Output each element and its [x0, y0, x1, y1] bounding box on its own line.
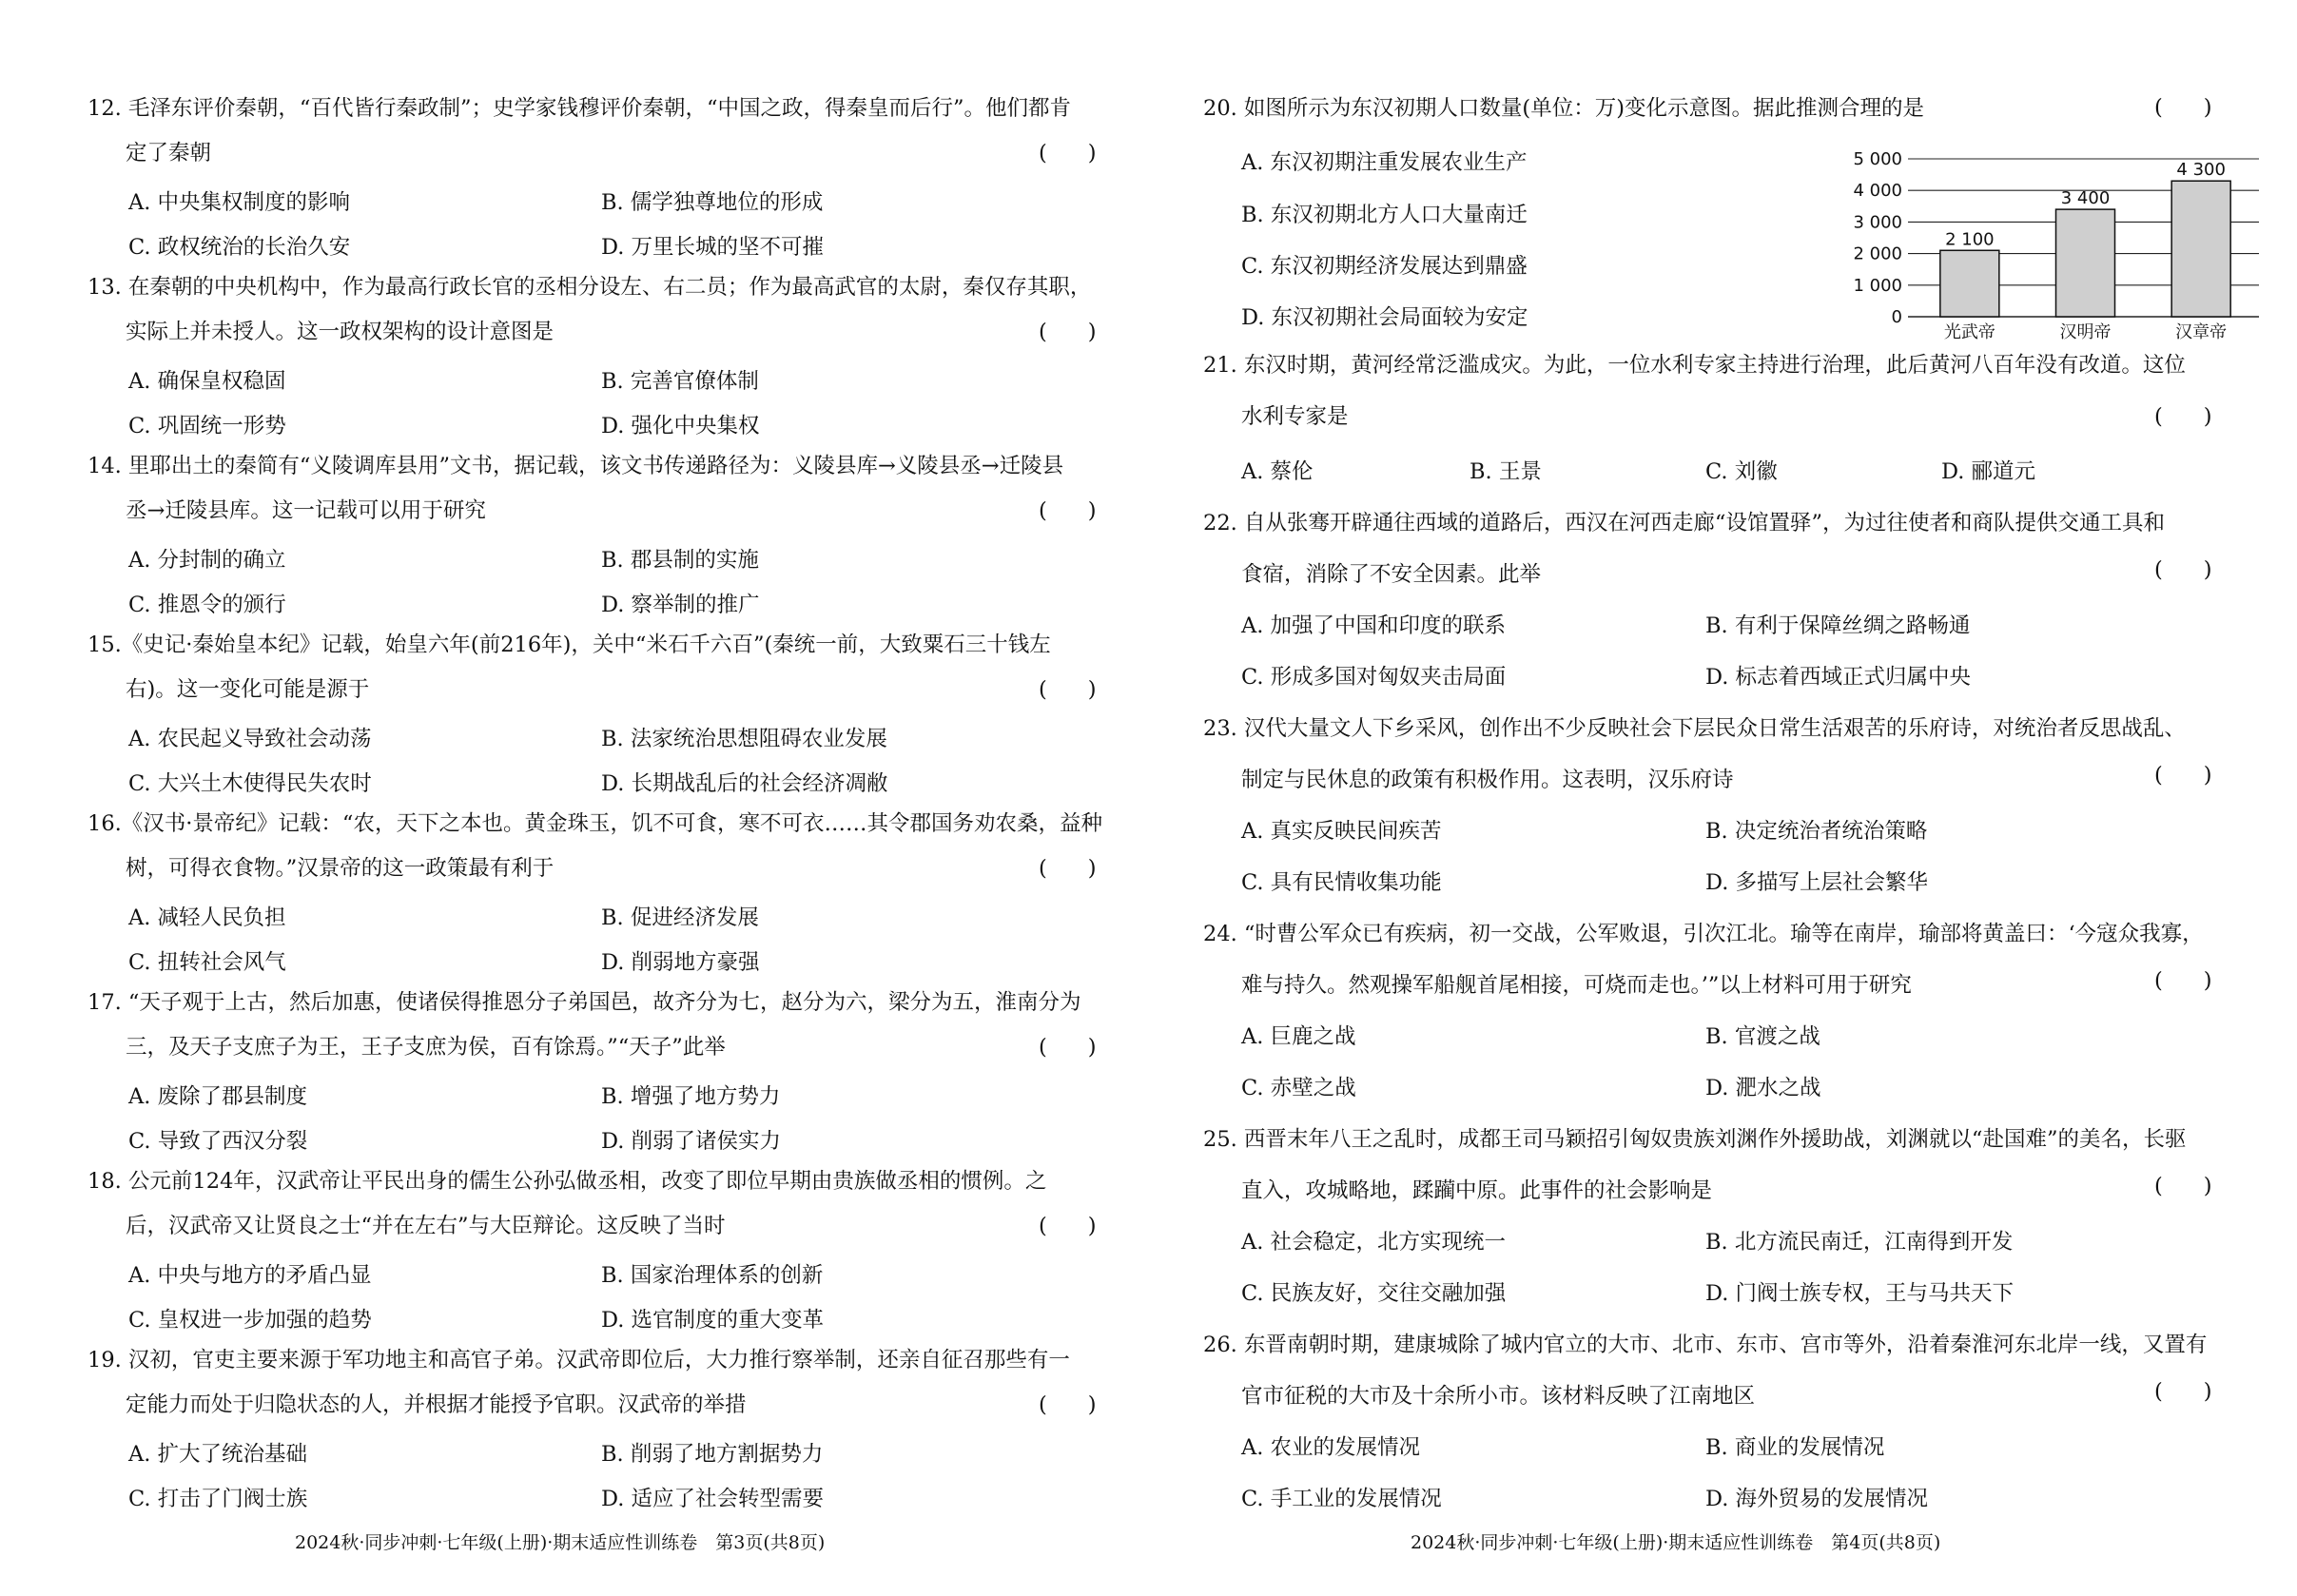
stem-line: 25. 西晋末年八王之乱时，成都王司马颖招引匈奴贵族刘渊作外援助战，刘渊就以“赴国难”的美名，长驱	[1203, 1127, 2187, 1152]
option-d: D. 郦道元	[1941, 459, 2036, 484]
option-d: D. 削弱地方豪强	[601, 950, 760, 975]
stem-line: 定能力而处于归隐状态的人，并根据才能授予官职。汉武帝的举措	[126, 1392, 747, 1417]
option-b: B. 北方流民南迁，江南得到开发	[1705, 1230, 2014, 1255]
question-stem	[1203, 1319, 2207, 1422]
page-footer: 2024秋·同步冲刺·七年级(上册)·期末适应性训练卷 第3页(共8页)	[295, 1532, 826, 1553]
stem-line: 14. 里耶出土的秦简有“义陵调库县用”文书，据记载，该文书传递路径为：义陵县库→义陵县丞→迁陵县	[88, 454, 1064, 478]
option-a: A. 社会稳定，北方实现统一	[1241, 1230, 1507, 1255]
answer-parentheses: ( )	[1039, 1392, 1097, 1417]
option-d: D. 万里长城的坚不可摧	[601, 235, 825, 260]
question-stem	[1203, 87, 1924, 131]
y-tick-label: 5 000	[1853, 149, 1902, 169]
option-d: D. 东汉初期社会局面较为安定	[1241, 305, 1528, 330]
answer-parentheses: ( )	[1039, 498, 1097, 523]
stem-line: 直入，攻城略地，蹂躏中原。此事件的社会影响是	[1241, 1178, 1713, 1203]
bar-data-label: 4 300	[2176, 160, 2226, 181]
bar-data-label: 2 100	[1945, 229, 1995, 250]
option-a: A. 确保皇权稳固	[128, 369, 286, 394]
chart-bar	[2056, 209, 2115, 317]
answer-parentheses: ( )	[2154, 557, 2212, 582]
question-stem	[88, 1159, 1046, 1249]
option-d: D. 削弱了诸侯实力	[601, 1129, 782, 1154]
option-a: A. 加强了中国和印度的联系	[1241, 613, 1507, 638]
stem-line: 右)。这一变化可能是源于	[126, 677, 370, 702]
question-stem	[88, 1338, 1070, 1428]
option-b: B. 儒学独尊地位的形成	[601, 190, 824, 215]
question-stem	[88, 87, 1071, 176]
option-c: C. 推恩令的颁行	[128, 593, 286, 617]
stem-line: 17. “天子观于上古，然后加惠，使诸侯得推恩分子弟国邑，故齐分为七，赵分为六，梁分为五，淮南分为	[88, 990, 1081, 1015]
answer-parentheses: ( )	[1039, 141, 1097, 165]
option-c: C. 政权统治的长治久安	[128, 235, 351, 260]
option-c: C. 打击了门阀士族	[128, 1487, 308, 1511]
answer-parentheses: ( )	[2154, 95, 2212, 120]
option-a: A. 农民起义导致社会动荡	[128, 727, 372, 751]
option-c: C. 扭转社会风气	[128, 950, 286, 975]
stem-line: 水利专家是	[1241, 404, 1349, 429]
option-a: A. 扩大了统治基础	[128, 1442, 308, 1467]
option-a: A. 东汉初期注重发展农业生产	[1241, 150, 1528, 175]
option-b: B. 王景	[1470, 459, 1542, 484]
question-stem	[88, 265, 1091, 355]
question-stem	[88, 981, 1080, 1070]
option-c: C. 手工业的发展情况	[1241, 1487, 1442, 1511]
option-d: D. 多描写上层社会繁华	[1705, 870, 1929, 895]
option-d: D. 察举制的推广	[601, 593, 760, 617]
option-b: B. 郡县制的实施	[601, 548, 759, 573]
y-tick-label: 3 000	[1853, 212, 1902, 233]
option-b: B. 商业的发展情况	[1705, 1435, 1885, 1460]
page-footer: 2024秋·同步冲刺·七年级(上册)·期末适应性训练卷 第4页(共8页)	[1411, 1532, 1941, 1553]
option-c: C. 具有民情收集功能	[1241, 870, 1442, 895]
option-a: A. 蔡伦	[1241, 459, 1314, 484]
option-b: B. 国家治理体系的创新	[601, 1263, 824, 1288]
answer-parentheses: ( )	[2154, 763, 2212, 788]
question-stem	[1203, 497, 2165, 600]
stem-line: 16.《汉书·景帝纪》记载：“农，天下之本也。黄金珠玉，饥不可食，寒不可衣……其令郡国务劝农桑，益种	[88, 811, 1102, 836]
answer-parentheses: ( )	[1039, 320, 1097, 344]
stem-line: 24. “时曹公军众已有疾病，初一交战，公军败退，引次江北。瑜等在南岸，瑜部将黄盖曰：‘今寇众我寡，	[1203, 922, 2204, 946]
answer-parentheses: ( )	[1039, 1035, 1097, 1060]
question-stem	[1203, 908, 2204, 1011]
option-b: B. 完善官僚体制	[601, 369, 759, 394]
option-b: B. 削弱了地方割据势力	[601, 1442, 824, 1467]
stem-line: 官市征税的大市及十余所小市。该材料反映了江南地区	[1241, 1384, 1756, 1409]
option-c: C. 导致了西汉分裂	[128, 1129, 308, 1154]
option-b: B. 有利于保障丝绸之路畅通	[1705, 613, 1971, 638]
stem-line: 20. 如图所示为东汉初期人口数量(单位：万)变化示意图。据此推测合理的是	[1203, 96, 1924, 121]
option-b: B. 决定统治者统治策略	[1705, 819, 1928, 844]
x-tick-label: 汉明帝	[2059, 322, 2112, 342]
option-c: C. 巩固统一形势	[128, 414, 286, 438]
answer-parentheses: ( )	[2154, 1174, 2212, 1198]
stem-line: 难与持久。然观操军船舰首尾相接，可烧而走也。’”以上材料可用于研究	[1241, 973, 1912, 998]
option-c: C. 东汉初期经济发展达到鼎盛	[1241, 254, 1528, 279]
option-c: C. 赤壁之战	[1241, 1076, 1356, 1100]
option-d: D. 强化中央集权	[601, 414, 760, 438]
question-stem	[1203, 343, 2186, 445]
x-tick-label: 汉章帝	[2175, 322, 2228, 342]
stem-line: 三，及天子支庶子为王，王子支庶为侯，百有馀焉。”“天子”此举	[126, 1035, 726, 1060]
chart-y-tick-labels	[1853, 149, 1902, 327]
answer-parentheses: ( )	[2154, 968, 2212, 993]
y-tick-label: 4 000	[1853, 181, 1902, 202]
option-d: D. 海外贸易的发展情况	[1705, 1487, 1929, 1511]
chart-x-tick-labels	[1944, 322, 2227, 342]
stem-line: 18. 公元前124年，汉武帝让平民出身的儒生公孙弘做丞相，改变了即位早期由贵族做丞相的惯例。之	[88, 1169, 1047, 1194]
question-stem	[1203, 703, 2186, 806]
option-c: C. 民族友好，交往交融加强	[1241, 1281, 1507, 1306]
option-a: A. 分封制的确立	[128, 548, 286, 573]
answer-parentheses: ( )	[1039, 1214, 1097, 1238]
stem-line: 26. 东晋南朝时期，建康城除了城内官立的大市、北市、东市、宫市等外，沿着秦淮河东北岸一线，又置有	[1203, 1333, 2208, 1357]
stem-line: 实际上并未授人。这一政权架构的设计意图是	[126, 320, 555, 344]
option-d: D. 选官制度的重大变革	[601, 1308, 825, 1333]
x-tick-label: 光武帝	[1943, 322, 1995, 342]
question-stem	[88, 444, 1063, 534]
question-stem	[1203, 1114, 2186, 1216]
stem-line: 丞→迁陵县库。这一记载可以用于研究	[126, 498, 486, 523]
option-a: A. 废除了郡县制度	[128, 1084, 308, 1109]
stem-line: 食宿，消除了不安全因素。此举	[1241, 562, 1542, 587]
stem-line: 21. 东汉时期，黄河经常泛滥成灾。为此，一位水利专家主持进行治理，此后黄河八百年没有改道。这位	[1203, 353, 2186, 378]
option-d: D. 适应了社会转型需要	[601, 1487, 825, 1511]
option-b: B. 东汉初期北方人口大量南迁	[1241, 203, 1528, 227]
option-a: A. 农业的发展情况	[1241, 1435, 1421, 1460]
question-stem	[88, 623, 1051, 712]
y-tick-label: 2 000	[1853, 243, 1902, 264]
answer-parentheses: ( )	[2154, 404, 2212, 429]
option-d: D. 淝水之战	[1705, 1076, 1821, 1100]
stem-line: 15.《史记·秦始皇本纪》记载，始皇六年(前216年)，关中“米石千六百”(秦统一前，大致粟石三十钱左	[88, 633, 1051, 657]
option-a: A. 中央集权制度的影响	[128, 190, 351, 215]
stem-line: 12. 毛泽东评价秦朝，“百代皆行秦政制”；史学家钱穆评价秦朝，“中国之政，得秦皇而后行”。他们都肯	[88, 96, 1071, 121]
stem-line: 制定与民休息的政策有积极作用。这表明，汉乐府诗	[1241, 768, 1734, 792]
option-b: B. 官渡之战	[1705, 1024, 1820, 1049]
option-a: A. 巨鹿之战	[1241, 1024, 1356, 1049]
option-b: B. 促进经济发展	[601, 905, 759, 930]
option-d: D. 门阀士族专权，王与马共天下	[1705, 1281, 2015, 1306]
chart-bar	[2171, 181, 2230, 317]
stem-line: 定了秦朝	[126, 141, 212, 165]
answer-parentheses: ( )	[2154, 1379, 2212, 1404]
chart-bar	[1940, 250, 1999, 317]
option-d: D. 标志着西域正式归属中央	[1705, 665, 1972, 690]
answer-parentheses: ( )	[1039, 677, 1097, 702]
option-b: B. 增强了地方势力	[601, 1084, 781, 1109]
stem-line: 23. 汉代大量文人下乡采风，创作出不少反映社会下层民众日常生活艰苦的乐府诗，对统治者反思战乱、	[1203, 716, 2186, 741]
stem-line: 后，汉武帝又让贤良之士“并在左右”与大臣辩论。这反映了当时	[126, 1214, 726, 1238]
question-stem	[88, 802, 1102, 891]
option-d: D. 长期战乱后的社会经济凋敝	[601, 771, 888, 796]
y-tick-label: 1 000	[1853, 275, 1902, 296]
stem-line: 树，可得衣食物。”汉景帝的这一政策最有利于	[126, 856, 555, 881]
option-b: B. 法家统治思想阻碍农业发展	[601, 727, 887, 751]
right-page	[1156, 0, 2297, 1596]
option-c: C. 刘徽	[1705, 459, 1778, 484]
option-c: C. 皇权进一步加强的趋势	[128, 1308, 372, 1333]
y-tick-label: 0	[1891, 307, 1902, 327]
bar-data-label: 3 400	[2060, 188, 2111, 209]
option-a: A. 减轻人民负担	[128, 905, 286, 930]
population-bar-chart	[1836, 138, 2264, 342]
option-a: A. 中央与地方的矛盾凸显	[128, 1263, 372, 1288]
stem-line: 13. 在秦朝的中央机构中，作为最高行政长官的丞相分设左、右二员；作为最高武官的太尉，秦仅存其职，	[88, 275, 1092, 300]
option-a: A. 真实反映民间疾苦	[1241, 819, 1442, 844]
stem-line: 22. 自从张骞开辟通往西域的道路后，西汉在河西走廊“设馆置驿”，为过往使者和商队提供交通工具和	[1203, 511, 2165, 535]
option-c: C. 形成多国对匈奴夹击局面	[1241, 665, 1507, 690]
option-c: C. 大兴土木使得民失农时	[128, 771, 372, 796]
answer-parentheses: ( )	[1039, 856, 1097, 881]
left-page	[0, 0, 1141, 1596]
stem-line: 19. 汉初，官吏主要来源于军功地主和高官子弟。汉武帝即位后，大力推行察举制，还亲自征召那些有一	[88, 1348, 1070, 1372]
